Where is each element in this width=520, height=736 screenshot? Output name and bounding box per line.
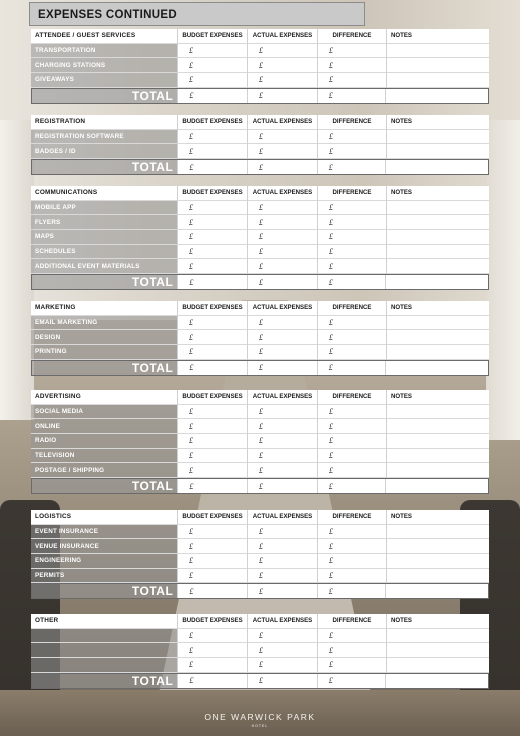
notes-field[interactable] — [386, 130, 489, 145]
amount-field[interactable]: £ — [247, 569, 317, 584]
notes-field[interactable] — [386, 58, 489, 73]
amount-field[interactable]: £ — [177, 449, 247, 464]
total-amount-field[interactable]: £ — [317, 674, 386, 688]
notes-field[interactable] — [386, 230, 489, 245]
section-header — [31, 614, 489, 629]
total-label: TOTAL — [32, 584, 177, 598]
amount-field[interactable]: £ — [177, 569, 247, 584]
amount-field[interactable]: £ — [317, 259, 386, 274]
column-header: NOTES — [386, 390, 489, 405]
amount-field[interactable]: £ — [317, 554, 386, 569]
section-header — [31, 510, 489, 525]
amount-field[interactable]: £ — [177, 405, 247, 420]
line-item-label: ONLINE — [31, 419, 177, 434]
total-amount-field[interactable]: £ — [247, 584, 317, 598]
total-amount-field[interactable]: £ — [317, 361, 386, 375]
amount-field[interactable]: £ — [247, 539, 317, 554]
amount-field[interactable]: £ — [247, 345, 317, 360]
amount-field[interactable]: £ — [247, 130, 317, 145]
amount-field[interactable]: £ — [247, 419, 317, 434]
line-item-label: ENGINEERING — [31, 554, 177, 569]
amount-field[interactable]: £ — [247, 201, 317, 216]
total-amount-field[interactable]: £ — [247, 160, 317, 174]
total-amount-field[interactable]: £ — [247, 674, 317, 688]
column-header: BUDGET EXPENSES — [177, 510, 247, 525]
total-notes-field[interactable] — [385, 479, 488, 493]
amount-field[interactable]: £ — [247, 316, 317, 331]
amount-field[interactable]: £ — [317, 419, 386, 434]
line-item-label: MOBILE APP — [31, 201, 177, 216]
table-row — [31, 463, 489, 478]
column-header: BUDGET EXPENSES — [177, 390, 247, 405]
total-amount-field[interactable]: £ — [177, 674, 247, 688]
amount-field[interactable]: £ — [177, 419, 247, 434]
line-item-label: CHARGING STATIONS — [31, 58, 177, 73]
notes-field[interactable] — [386, 463, 489, 478]
total-amount-field[interactable]: £ — [177, 160, 247, 174]
table-row — [31, 144, 489, 159]
notes-field[interactable] — [386, 144, 489, 159]
total-amount-field[interactable]: £ — [177, 361, 247, 375]
background-window-left — [0, 120, 34, 420]
table-row — [31, 215, 489, 230]
amount-field[interactable]: £ — [317, 201, 386, 216]
total-amount-field[interactable]: £ — [247, 479, 317, 493]
notes-field[interactable] — [386, 449, 489, 464]
total-row — [31, 159, 489, 175]
column-header: DIFFERENCE — [317, 186, 386, 201]
line-item-label: EVENT INSURANCE — [31, 525, 177, 540]
total-amount-field[interactable]: £ — [247, 275, 317, 289]
line-item-label: GIVEAWAYS — [31, 73, 177, 88]
line-item-label: SCHEDULES — [31, 245, 177, 260]
section-0 — [31, 29, 489, 104]
amount-field[interactable]: £ — [177, 554, 247, 569]
column-header: ACTUAL EXPENSES — [247, 115, 317, 130]
total-notes-field[interactable] — [385, 89, 488, 103]
amount-field[interactable]: £ — [247, 144, 317, 159]
table-row — [31, 449, 489, 464]
total-label: TOTAL — [32, 361, 177, 375]
amount-field[interactable]: £ — [177, 463, 247, 478]
amount-field[interactable]: £ — [247, 449, 317, 464]
amount-field[interactable]: £ — [317, 434, 386, 449]
total-notes-field[interactable] — [385, 361, 488, 375]
section-1 — [31, 115, 489, 175]
amount-field[interactable]: £ — [177, 245, 247, 260]
total-row — [31, 360, 489, 376]
section-header — [31, 115, 489, 130]
column-header: DIFFERENCE — [317, 614, 386, 629]
amount-field[interactable]: £ — [177, 643, 247, 658]
table-row — [31, 44, 489, 59]
section-4 — [31, 390, 489, 494]
amount-field[interactable]: £ — [317, 569, 386, 584]
table-row — [31, 554, 489, 569]
notes-field[interactable] — [386, 330, 489, 345]
table-row — [31, 130, 489, 145]
amount-field[interactable]: £ — [177, 525, 247, 540]
amount-field[interactable]: £ — [177, 215, 247, 230]
amount-field[interactable]: £ — [317, 330, 386, 345]
table-row — [31, 525, 489, 540]
amount-field[interactable]: £ — [317, 629, 386, 644]
notes-field[interactable] — [386, 539, 489, 554]
amount-field[interactable]: £ — [247, 58, 317, 73]
amount-field[interactable]: £ — [177, 58, 247, 73]
amount-field[interactable]: £ — [177, 316, 247, 331]
table-row — [31, 419, 489, 434]
line-item-label: REGISTRATION SOFTWARE — [31, 130, 177, 145]
amount-field[interactable]: £ — [177, 629, 247, 644]
total-amount-field[interactable]: £ — [317, 89, 386, 103]
amount-field[interactable]: £ — [177, 434, 247, 449]
section-6 — [31, 614, 489, 689]
amount-field[interactable]: £ — [177, 201, 247, 216]
amount-field[interactable]: £ — [247, 525, 317, 540]
amount-field[interactable]: £ — [247, 554, 317, 569]
column-header: BUDGET EXPENSES — [177, 29, 247, 44]
column-header: DIFFERENCE — [317, 115, 386, 130]
amount-field[interactable]: £ — [177, 330, 247, 345]
amount-field[interactable]: £ — [247, 643, 317, 658]
notes-field[interactable] — [386, 419, 489, 434]
amount-field[interactable]: £ — [177, 539, 247, 554]
amount-field[interactable]: £ — [317, 463, 386, 478]
amount-field[interactable]: £ — [317, 345, 386, 360]
column-header: NOTES — [386, 29, 489, 44]
total-notes-field[interactable] — [385, 160, 488, 174]
table-row — [31, 539, 489, 554]
column-header: NOTES — [386, 614, 489, 629]
total-notes-field[interactable] — [385, 275, 488, 289]
footer-sub: HOTEL — [251, 724, 269, 728]
line-item-label: SOCIAL MEDIA — [31, 405, 177, 420]
total-amount-field[interactable]: £ — [317, 275, 386, 289]
section-header — [31, 186, 489, 201]
line-item-label: BADGES / ID — [31, 144, 177, 159]
line-item-label: MAPS — [31, 230, 177, 245]
notes-field[interactable] — [386, 405, 489, 420]
notes-field[interactable] — [386, 525, 489, 540]
page-title: EXPENSES CONTINUED — [29, 2, 365, 26]
line-item-label: VENUE INSURANCE — [31, 539, 177, 554]
amount-field[interactable]: £ — [177, 144, 247, 159]
amount-field[interactable]: £ — [247, 658, 317, 673]
amount-field[interactable]: £ — [177, 44, 247, 59]
amount-field[interactable]: £ — [247, 629, 317, 644]
column-header: DIFFERENCE — [317, 390, 386, 405]
amount-field[interactable]: £ — [247, 434, 317, 449]
line-item-label: PERMITS — [31, 569, 177, 584]
total-label: TOTAL — [32, 89, 177, 103]
amount-field[interactable]: £ — [317, 44, 386, 59]
amount-field[interactable]: £ — [247, 230, 317, 245]
notes-field[interactable] — [386, 569, 489, 584]
notes-field[interactable] — [386, 245, 489, 260]
amount-field[interactable]: £ — [247, 44, 317, 59]
amount-field[interactable]: £ — [317, 144, 386, 159]
section-title: REGISTRATION — [31, 115, 177, 130]
amount-field[interactable]: £ — [317, 130, 386, 145]
section-5 — [31, 510, 489, 599]
total-notes-field[interactable] — [385, 674, 488, 688]
line-item-label: TRANSPORTATION — [31, 44, 177, 59]
amount-field[interactable]: £ — [247, 463, 317, 478]
table-row — [31, 569, 489, 584]
amount-field[interactable]: £ — [247, 405, 317, 420]
table-row — [31, 245, 489, 260]
total-amount-field[interactable]: £ — [317, 160, 386, 174]
footer-brand: ONE WARWICK PARK — [204, 712, 316, 722]
table-row — [31, 345, 489, 360]
notes-field[interactable] — [386, 44, 489, 59]
total-amount-field[interactable]: £ — [177, 275, 247, 289]
line-item-label: ADDITIONAL EVENT MATERIALS — [31, 259, 177, 274]
section-title: OTHER — [31, 614, 177, 629]
table-row — [31, 643, 489, 658]
column-header: BUDGET EXPENSES — [177, 301, 247, 316]
section-title: COMMUNICATIONS — [31, 186, 177, 201]
notes-field[interactable] — [386, 316, 489, 331]
amount-field[interactable]: £ — [177, 259, 247, 274]
line-item-label: DESIGN — [31, 330, 177, 345]
table-row — [31, 658, 489, 673]
total-amount-field[interactable]: £ — [317, 584, 386, 598]
section-header — [31, 390, 489, 405]
amount-field[interactable]: £ — [317, 525, 386, 540]
line-item-label: PRINTING — [31, 345, 177, 360]
column-header: ACTUAL EXPENSES — [247, 614, 317, 629]
amount-field[interactable]: £ — [317, 449, 386, 464]
amount-field[interactable]: £ — [247, 330, 317, 345]
total-notes-field[interactable] — [385, 584, 488, 598]
amount-field[interactable]: £ — [177, 345, 247, 360]
table-row — [31, 73, 489, 88]
table-row — [31, 58, 489, 73]
line-item-label: TELEVISION — [31, 449, 177, 464]
amount-field[interactable]: £ — [177, 658, 247, 673]
amount-field[interactable]: £ — [317, 230, 386, 245]
total-row — [31, 673, 489, 689]
table-row — [31, 230, 489, 245]
notes-field[interactable] — [386, 658, 489, 673]
total-amount-field[interactable]: £ — [177, 89, 247, 103]
amount-field[interactable]: £ — [317, 405, 386, 420]
column-header: BUDGET EXPENSES — [177, 614, 247, 629]
table-row — [31, 259, 489, 274]
section-2 — [31, 186, 489, 290]
amount-field[interactable]: £ — [317, 643, 386, 658]
notes-field[interactable] — [386, 201, 489, 216]
column-header: ACTUAL EXPENSES — [247, 186, 317, 201]
column-header: ACTUAL EXPENSES — [247, 301, 317, 316]
amount-field[interactable]: £ — [317, 658, 386, 673]
total-label: TOTAL — [32, 479, 177, 493]
total-amount-field[interactable]: £ — [247, 89, 317, 103]
table-row — [31, 629, 489, 644]
amount-field[interactable]: £ — [317, 215, 386, 230]
section-header — [31, 301, 489, 316]
amount-field[interactable]: £ — [247, 245, 317, 260]
notes-field[interactable] — [386, 629, 489, 644]
column-header: BUDGET EXPENSES — [177, 186, 247, 201]
column-header: DIFFERENCE — [317, 301, 386, 316]
notes-field[interactable] — [386, 434, 489, 449]
column-header: NOTES — [386, 301, 489, 316]
amount-field[interactable]: £ — [177, 73, 247, 88]
amount-field[interactable]: £ — [317, 539, 386, 554]
notes-field[interactable] — [386, 73, 489, 88]
background-window-right — [486, 120, 520, 440]
column-header: NOTES — [386, 115, 489, 130]
amount-field[interactable]: £ — [247, 73, 317, 88]
column-header: DIFFERENCE — [317, 29, 386, 44]
line-item-label — [31, 658, 177, 673]
line-item-label: RADIO — [31, 434, 177, 449]
notes-field[interactable] — [386, 554, 489, 569]
column-header: DIFFERENCE — [317, 510, 386, 525]
total-label: TOTAL — [32, 674, 177, 688]
section-header — [31, 29, 489, 44]
table-row — [31, 434, 489, 449]
notes-field[interactable] — [386, 643, 489, 658]
line-item-label: FLYERS — [31, 215, 177, 230]
section-title: MARKETING — [31, 301, 177, 316]
column-header: ACTUAL EXPENSES — [247, 510, 317, 525]
total-row — [31, 583, 489, 599]
column-header: BUDGET EXPENSES — [177, 115, 247, 130]
amount-field[interactable]: £ — [247, 215, 317, 230]
total-row — [31, 88, 489, 104]
total-amount-field[interactable]: £ — [177, 479, 247, 493]
table-row — [31, 201, 489, 216]
line-item-label: EMAIL MARKETING — [31, 316, 177, 331]
table-row — [31, 316, 489, 331]
line-item-label: POSTAGE / SHIPPING — [31, 463, 177, 478]
total-amount-field[interactable]: £ — [247, 361, 317, 375]
amount-field[interactable]: £ — [177, 230, 247, 245]
total-amount-field[interactable]: £ — [177, 584, 247, 598]
column-header: NOTES — [386, 510, 489, 525]
section-title: ATTENDEE / GUEST SERVICES — [31, 29, 177, 44]
amount-field[interactable]: £ — [247, 259, 317, 274]
amount-field[interactable]: £ — [317, 245, 386, 260]
section-title: LOGISTICS — [31, 510, 177, 525]
table-row — [31, 330, 489, 345]
amount-field[interactable]: £ — [177, 130, 247, 145]
amount-field[interactable]: £ — [317, 73, 386, 88]
total-label: TOTAL — [32, 275, 177, 289]
amount-field[interactable]: £ — [317, 316, 386, 331]
line-item-label — [31, 629, 177, 644]
amount-field[interactable]: £ — [317, 58, 386, 73]
section-title: ADVERTISING — [31, 390, 177, 405]
notes-field[interactable] — [386, 215, 489, 230]
notes-field[interactable] — [386, 345, 489, 360]
column-header: NOTES — [386, 186, 489, 201]
line-item-label — [31, 643, 177, 658]
total-row — [31, 478, 489, 494]
column-header: ACTUAL EXPENSES — [247, 390, 317, 405]
column-header: ACTUAL EXPENSES — [247, 29, 317, 44]
notes-field[interactable] — [386, 259, 489, 274]
total-row — [31, 274, 489, 290]
total-label: TOTAL — [32, 160, 177, 174]
total-amount-field[interactable]: £ — [317, 479, 386, 493]
table-row — [31, 405, 489, 420]
section-3 — [31, 301, 489, 376]
